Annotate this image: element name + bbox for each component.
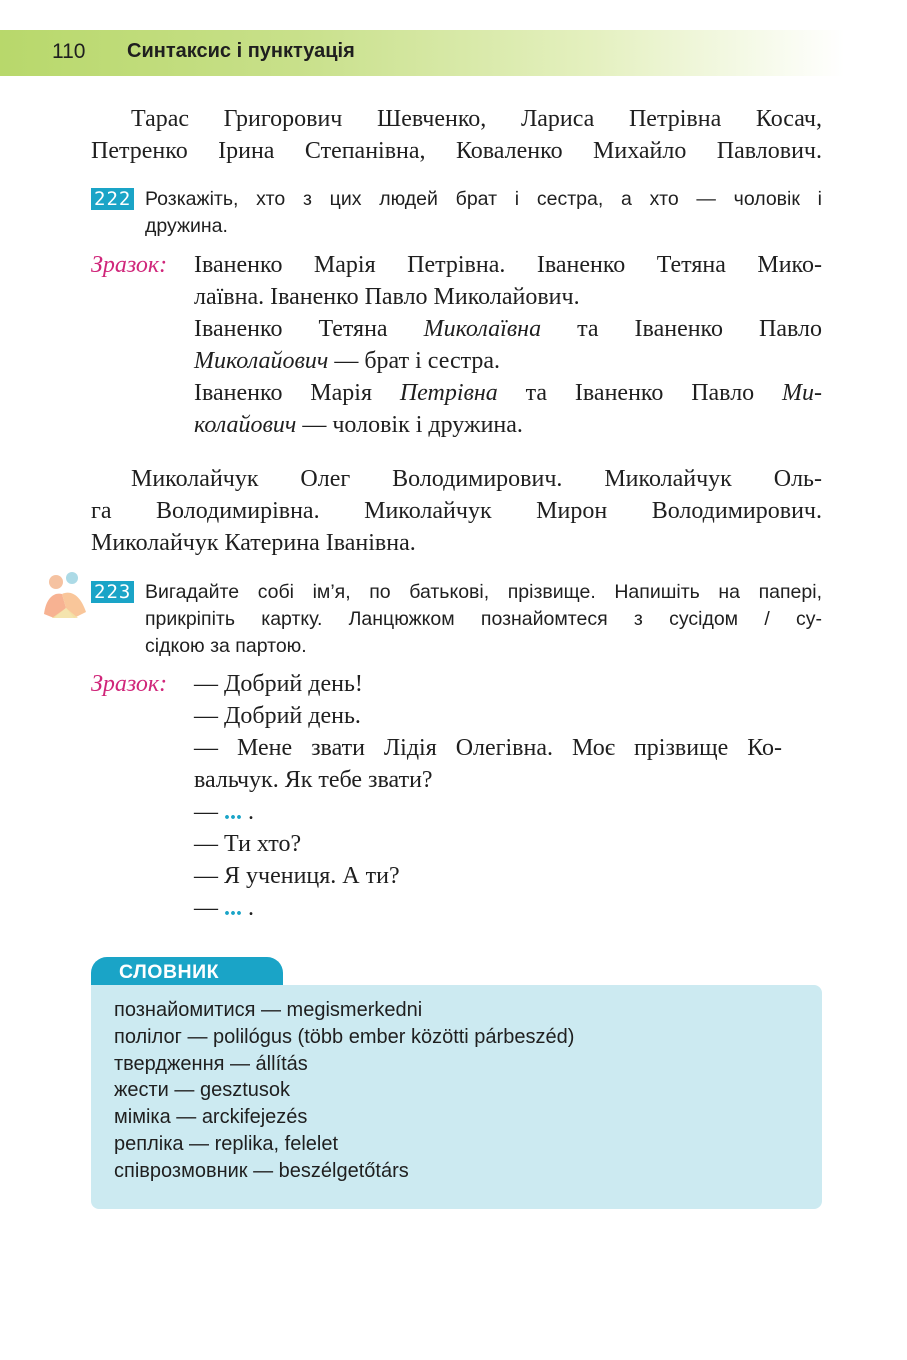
paragraph-line: Петренко Ірина Степанівна, Коваленко Михайло Павлович. <box>91 138 822 164</box>
text-fragment: — брат і сестра. <box>328 348 501 374</box>
exercise-number: 222 <box>91 188 134 210</box>
patronymic-italic: Ми- <box>782 380 822 406</box>
text-fragment: — чоловік і дружина. <box>296 412 523 438</box>
instruction-line: Вигадайте собі ім’я, по батькові, прізвище. Напишіть на папері, <box>145 581 822 603</box>
dialogue-body <box>194 668 782 924</box>
patronymic-italic: Миколайович <box>194 348 329 374</box>
text-fragment: Іваненко Тетяна <box>194 316 424 342</box>
instruction-line: дружина. <box>145 215 228 237</box>
sample-line <box>194 313 822 345</box>
patronymic-italic: Миколаївна <box>423 316 542 342</box>
sample-block-222 <box>91 249 822 443</box>
sample-label: Зразок: <box>91 671 168 697</box>
exercise-instructions <box>145 186 822 240</box>
dictionary-title: СЛОВНИК <box>119 961 220 983</box>
paragraph-line: Тарас Григорович Шевченко, Лариса Петрівна Косач, <box>131 106 822 132</box>
instruction-line: сідкою за партою. <box>145 635 307 657</box>
paragraph-line: га Володимирівна. Миколайчук Мирон Володимирович. <box>91 498 822 524</box>
dictionary-entry: міміка — arckifejezés <box>114 1106 308 1129</box>
page-number: 110 <box>52 40 86 63</box>
exercise-instructions <box>145 579 822 660</box>
dialogue-line <box>194 892 782 924</box>
paragraph-line: Миколайчук Катерина Іванівна. <box>91 530 416 556</box>
instruction-line: Розкажіть, хто з цих людей брат і сестра, а хто — чоловік і <box>145 188 822 210</box>
dictionary-box <box>91 985 822 1209</box>
blank-dots: ... <box>224 799 242 825</box>
dictionary-entry: твердження — állítás <box>114 1052 308 1075</box>
sample-body <box>194 249 822 441</box>
exercise-number: 223 <box>91 581 134 603</box>
exercise-223 <box>91 579 822 661</box>
dialogue-line <box>194 796 782 828</box>
dictionary-entry: полілог — polilógus (több ember közötti párbeszéd) <box>114 1025 575 1048</box>
sample-line: лаївна. Іваненко Павло Миколайович. <box>194 284 580 310</box>
blank-dots: ... <box>224 895 242 921</box>
dialogue-line: — Я учениця. А ти? <box>194 863 400 889</box>
sample-block-223 <box>91 668 822 926</box>
period: . <box>242 895 254 921</box>
dash: — <box>194 799 224 825</box>
dialogue-line: — Добрий день. <box>194 703 361 729</box>
names-paragraph <box>91 463 822 559</box>
dictionary-list <box>114 997 574 1185</box>
dictionary-entry: жести — gesztusok <box>114 1079 290 1102</box>
dictionary-tab <box>91 957 283 987</box>
sample-line <box>194 377 822 409</box>
dialogue-line: — Мене звати Лідія Олегівна. Моє прізвище Ко- <box>194 735 782 761</box>
patronymic-italic: Петрівна <box>399 380 498 406</box>
dialogue-line: вальчук. Як тебе звати? <box>194 767 433 793</box>
text-fragment: Іваненко Марія <box>194 380 400 406</box>
page-header <box>0 30 845 76</box>
intro-paragraph <box>91 103 822 167</box>
group-work-icon <box>40 568 92 622</box>
sample-line <box>194 409 822 441</box>
dialogue-line: — Добрий день! <box>194 671 363 697</box>
dictionary-entry: познайомитися — megismerkedni <box>114 999 423 1021</box>
sample-label: Зразок: <box>91 252 168 278</box>
text-fragment: та Іваненко Павло <box>541 316 823 342</box>
sample-line <box>194 345 822 377</box>
dictionary-entry: співрозмовник — beszélgetőtárs <box>114 1159 409 1182</box>
exercise-222 <box>91 186 822 242</box>
dash: — <box>194 895 224 921</box>
patronymic-italic: колайович <box>194 412 297 438</box>
dialogue-line: — Ти хто? <box>194 831 302 857</box>
instruction-line: прикріпіть картку. Ланцюжком познайомтеся з сусідом / су- <box>145 608 822 630</box>
section-title: Синтаксис і пунктуація <box>127 40 355 62</box>
dictionary-entry: репліка — replika, felelet <box>114 1132 339 1155</box>
sample-line: Іваненко Марія Петрівна. Іваненко Тетяна Мико- <box>194 252 822 278</box>
text-fragment: та Іваненко Павло <box>497 380 783 406</box>
period: . <box>242 799 254 825</box>
paragraph-line: Миколайчук Олег Володимирович. Миколайчук Оль- <box>131 466 822 492</box>
